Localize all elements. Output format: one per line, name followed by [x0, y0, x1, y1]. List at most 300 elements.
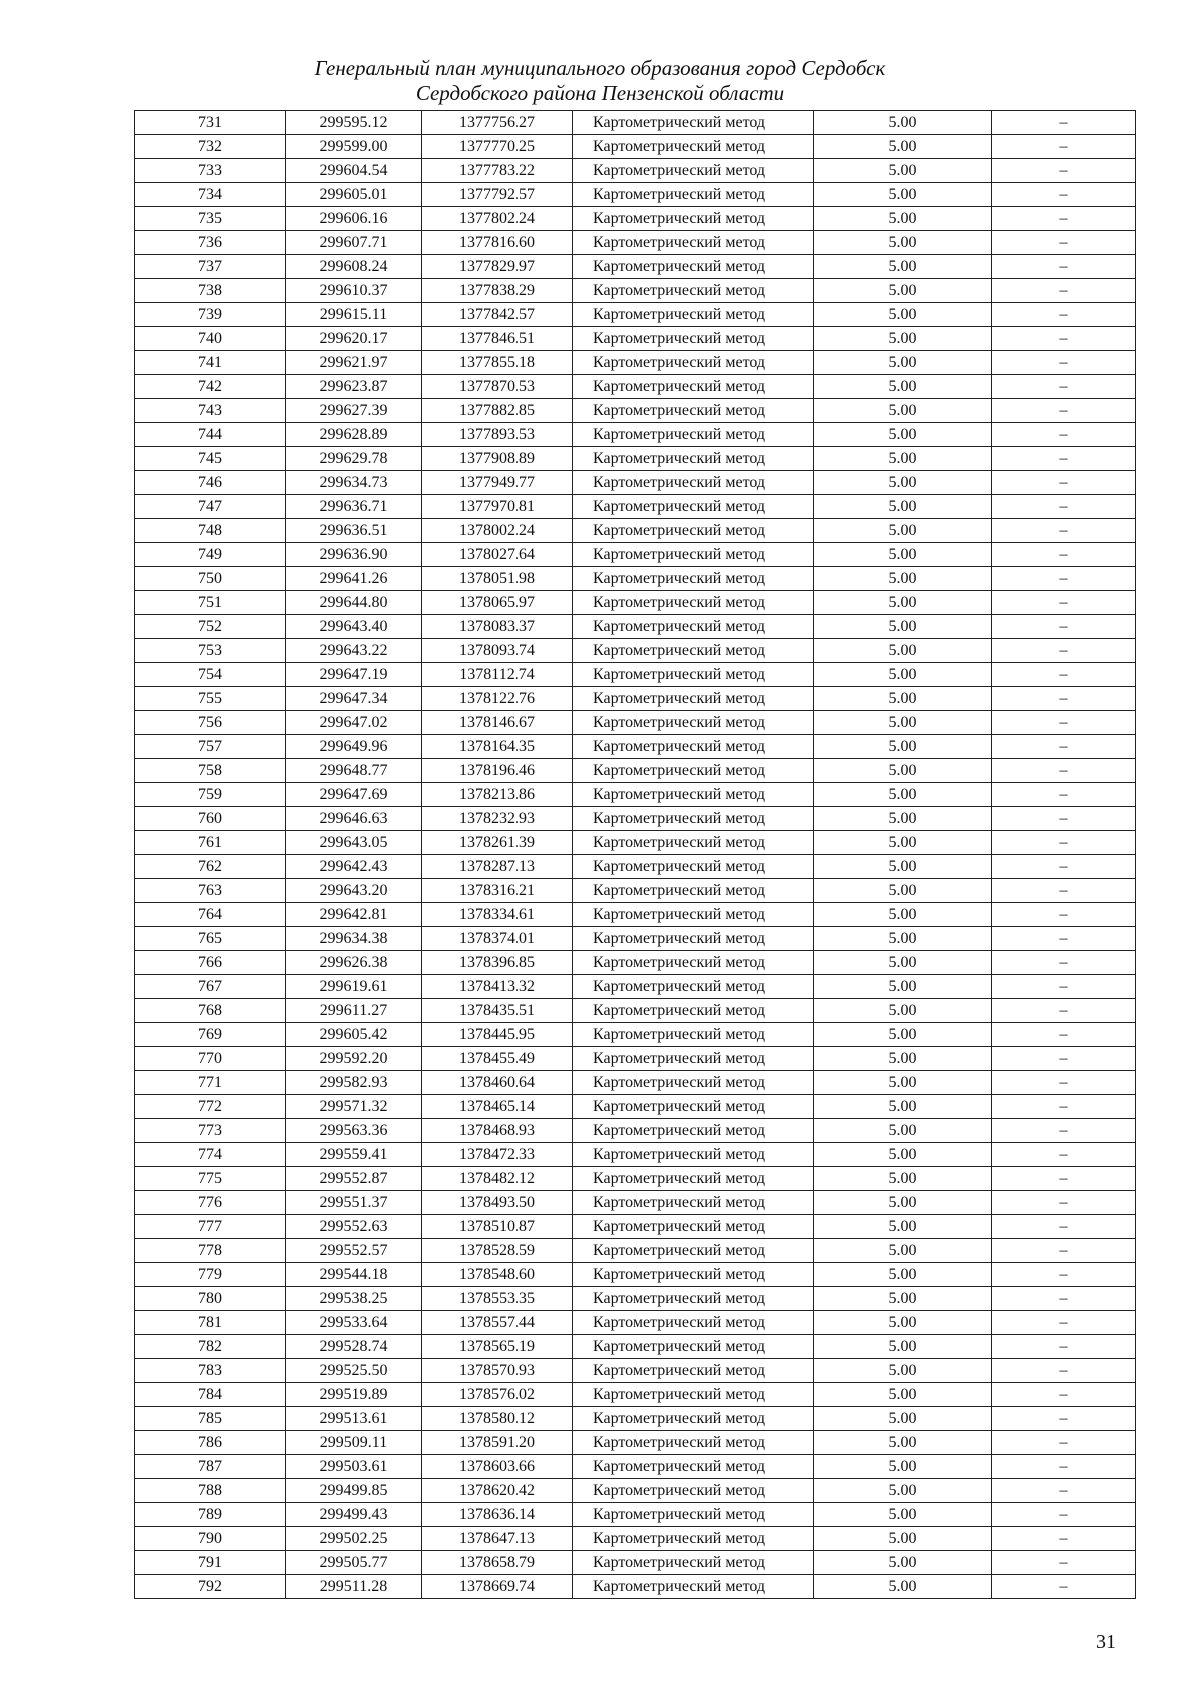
- accuracy-cell: 5.00: [814, 423, 992, 447]
- y-coordinate-cell: 1378669.74: [422, 1575, 573, 1599]
- x-coordinate-cell: 299552.63: [286, 1215, 422, 1239]
- table-row: [135, 1551, 1136, 1575]
- table-row: [135, 615, 1136, 639]
- method-cell: Картометрический метод: [573, 1575, 814, 1599]
- y-coordinate-cell: 1378445.95: [422, 1023, 573, 1047]
- y-coordinate-cell: 1377783.22: [422, 159, 573, 183]
- accuracy-cell: 5.00: [814, 1047, 992, 1071]
- note-cell: –: [992, 231, 1136, 255]
- point-number-cell: 789: [135, 1503, 286, 1527]
- x-coordinate-cell: 299636.51: [286, 519, 422, 543]
- header-line-1: Генеральный план муниципального образования город Сердобск: [314, 56, 886, 80]
- accuracy-cell: 5.00: [814, 1071, 992, 1095]
- x-coordinate-cell: 299647.69: [286, 783, 422, 807]
- accuracy-cell: 5.00: [814, 111, 992, 135]
- table-row: [135, 1359, 1136, 1383]
- table-row: [135, 279, 1136, 303]
- table-row: [135, 1239, 1136, 1263]
- table-row: [135, 231, 1136, 255]
- y-coordinate-cell: 1378460.64: [422, 1071, 573, 1095]
- note-cell: –: [992, 1407, 1136, 1431]
- table-row: [135, 375, 1136, 399]
- x-coordinate-cell: 299599.00: [286, 135, 422, 159]
- method-cell: Картометрический метод: [573, 1407, 814, 1431]
- method-cell: Картометрический метод: [573, 951, 814, 975]
- x-coordinate-cell: 299503.61: [286, 1455, 422, 1479]
- table-row: [135, 1431, 1136, 1455]
- table-row: [135, 735, 1136, 759]
- table-row: [135, 1503, 1136, 1527]
- y-coordinate-cell: 1377870.53: [422, 375, 573, 399]
- accuracy-cell: 5.00: [814, 615, 992, 639]
- table-row: [135, 1575, 1136, 1599]
- table-row: [135, 447, 1136, 471]
- method-cell: Картометрический метод: [573, 1383, 814, 1407]
- accuracy-cell: 5.00: [814, 183, 992, 207]
- accuracy-cell: 5.00: [814, 159, 992, 183]
- method-cell: Картометрический метод: [573, 783, 814, 807]
- note-cell: –: [992, 1023, 1136, 1047]
- note-cell: –: [992, 759, 1136, 783]
- method-cell: Картометрический метод: [573, 855, 814, 879]
- method-cell: Картометрический метод: [573, 1263, 814, 1287]
- x-coordinate-cell: 299551.37: [286, 1191, 422, 1215]
- x-coordinate-cell: 299620.17: [286, 327, 422, 351]
- method-cell: Картометрический метод: [573, 519, 814, 543]
- accuracy-cell: 5.00: [814, 1431, 992, 1455]
- note-cell: –: [992, 567, 1136, 591]
- accuracy-cell: 5.00: [814, 1359, 992, 1383]
- point-number-cell: 739: [135, 303, 286, 327]
- accuracy-cell: 5.00: [814, 1551, 992, 1575]
- x-coordinate-cell: 299628.89: [286, 423, 422, 447]
- y-coordinate-cell: 1378472.33: [422, 1143, 573, 1167]
- method-cell: Картометрический метод: [573, 207, 814, 231]
- x-coordinate-cell: 299505.77: [286, 1551, 422, 1575]
- accuracy-cell: 5.00: [814, 591, 992, 615]
- y-coordinate-cell: 1377842.57: [422, 303, 573, 327]
- point-number-cell: 768: [135, 999, 286, 1023]
- method-cell: Картометрический метод: [573, 1071, 814, 1095]
- x-coordinate-cell: 299610.37: [286, 279, 422, 303]
- note-cell: –: [992, 1455, 1136, 1479]
- note-cell: –: [992, 543, 1136, 567]
- x-coordinate-cell: 299499.85: [286, 1479, 422, 1503]
- method-cell: Картометрический метод: [573, 1503, 814, 1527]
- accuracy-cell: 5.00: [814, 1263, 992, 1287]
- accuracy-cell: 5.00: [814, 663, 992, 687]
- x-coordinate-cell: 299627.39: [286, 399, 422, 423]
- point-number-cell: 760: [135, 807, 286, 831]
- note-cell: –: [992, 807, 1136, 831]
- point-number-cell: 737: [135, 255, 286, 279]
- note-cell: –: [992, 1143, 1136, 1167]
- method-cell: Картометрический метод: [573, 327, 814, 351]
- table-row: [135, 975, 1136, 999]
- method-cell: Картометрический метод: [573, 255, 814, 279]
- point-number-cell: 786: [135, 1431, 286, 1455]
- y-coordinate-cell: 1378465.14: [422, 1095, 573, 1119]
- x-coordinate-cell: 299641.26: [286, 567, 422, 591]
- method-cell: Картометрический метод: [573, 279, 814, 303]
- y-coordinate-cell: 1377829.97: [422, 255, 573, 279]
- y-coordinate-cell: 1378548.60: [422, 1263, 573, 1287]
- point-number-cell: 773: [135, 1119, 286, 1143]
- table-row: [135, 1095, 1136, 1119]
- table-row: [135, 1479, 1136, 1503]
- table-row: [135, 1047, 1136, 1071]
- note-cell: –: [992, 1119, 1136, 1143]
- x-coordinate-cell: 299525.50: [286, 1359, 422, 1383]
- method-cell: Картометрический метод: [573, 471, 814, 495]
- accuracy-cell: 5.00: [814, 1287, 992, 1311]
- note-cell: –: [992, 423, 1136, 447]
- note-cell: –: [992, 927, 1136, 951]
- accuracy-cell: 5.00: [814, 471, 992, 495]
- y-coordinate-cell: 1377855.18: [422, 351, 573, 375]
- method-cell: Картометрический метод: [573, 663, 814, 687]
- point-number-cell: 741: [135, 351, 286, 375]
- accuracy-cell: 5.00: [814, 1191, 992, 1215]
- x-coordinate-cell: 299605.01: [286, 183, 422, 207]
- note-cell: –: [992, 1335, 1136, 1359]
- note-cell: –: [992, 1575, 1136, 1599]
- y-coordinate-cell: 1378591.20: [422, 1431, 573, 1455]
- point-number-cell: 755: [135, 687, 286, 711]
- table-row: [135, 711, 1136, 735]
- point-number-cell: 758: [135, 759, 286, 783]
- y-coordinate-cell: 1378027.64: [422, 543, 573, 567]
- accuracy-cell: 5.00: [814, 1503, 992, 1527]
- accuracy-cell: 5.00: [814, 1335, 992, 1359]
- y-coordinate-cell: 1377949.77: [422, 471, 573, 495]
- point-number-cell: 792: [135, 1575, 286, 1599]
- x-coordinate-cell: 299538.25: [286, 1287, 422, 1311]
- table-row: [135, 639, 1136, 663]
- method-cell: Картометрический метод: [573, 399, 814, 423]
- table-row: [135, 1455, 1136, 1479]
- point-number-cell: 762: [135, 855, 286, 879]
- table-row: [135, 399, 1136, 423]
- y-coordinate-cell: 1377802.24: [422, 207, 573, 231]
- x-coordinate-cell: 299592.20: [286, 1047, 422, 1071]
- x-coordinate-cell: 299647.19: [286, 663, 422, 687]
- note-cell: –: [992, 951, 1136, 975]
- table-row: [135, 1215, 1136, 1239]
- point-number-cell: 771: [135, 1071, 286, 1095]
- table-row: [135, 207, 1136, 231]
- table-row: [135, 543, 1136, 567]
- method-cell: Картометрический метод: [573, 111, 814, 135]
- x-coordinate-cell: 299605.42: [286, 1023, 422, 1047]
- method-cell: Картометрический метод: [573, 231, 814, 255]
- point-number-cell: 750: [135, 567, 286, 591]
- y-coordinate-cell: 1378455.49: [422, 1047, 573, 1071]
- method-cell: Картометрический метод: [573, 1191, 814, 1215]
- note-cell: –: [992, 471, 1136, 495]
- table-row: [135, 951, 1136, 975]
- note-cell: –: [992, 1527, 1136, 1551]
- accuracy-cell: 5.00: [814, 495, 992, 519]
- y-coordinate-cell: 1378316.21: [422, 879, 573, 903]
- table-row: [135, 807, 1136, 831]
- method-cell: Картометрический метод: [573, 543, 814, 567]
- point-number-cell: 754: [135, 663, 286, 687]
- note-cell: –: [992, 327, 1136, 351]
- y-coordinate-cell: 1378510.87: [422, 1215, 573, 1239]
- note-cell: –: [992, 1311, 1136, 1335]
- x-coordinate-cell: 299619.61: [286, 975, 422, 999]
- accuracy-cell: 5.00: [814, 903, 992, 927]
- table-row: [135, 591, 1136, 615]
- point-number-cell: 781: [135, 1311, 286, 1335]
- note-cell: –: [992, 591, 1136, 615]
- accuracy-cell: 5.00: [814, 447, 992, 471]
- table-row: [135, 111, 1136, 135]
- point-number-cell: 790: [135, 1527, 286, 1551]
- x-coordinate-cell: 299642.81: [286, 903, 422, 927]
- point-number-cell: 788: [135, 1479, 286, 1503]
- note-cell: –: [992, 1431, 1136, 1455]
- table-row: [135, 327, 1136, 351]
- table-row: [135, 927, 1136, 951]
- note-cell: –: [992, 855, 1136, 879]
- x-coordinate-cell: 299648.77: [286, 759, 422, 783]
- method-cell: Картометрический метод: [573, 1527, 814, 1551]
- point-number-cell: 744: [135, 423, 286, 447]
- point-number-cell: 732: [135, 135, 286, 159]
- table-row: [135, 495, 1136, 519]
- accuracy-cell: 5.00: [814, 711, 992, 735]
- note-cell: –: [992, 831, 1136, 855]
- note-cell: –: [992, 1215, 1136, 1239]
- x-coordinate-cell: 299563.36: [286, 1119, 422, 1143]
- accuracy-cell: 5.00: [814, 951, 992, 975]
- method-cell: Картометрический метод: [573, 687, 814, 711]
- table-row: [135, 1407, 1136, 1431]
- page-number: 31: [1096, 1631, 1116, 1653]
- x-coordinate-cell: 299499.43: [286, 1503, 422, 1527]
- table-row: [135, 999, 1136, 1023]
- method-cell: Картометрический метод: [573, 615, 814, 639]
- y-coordinate-cell: 1377908.89: [422, 447, 573, 471]
- method-cell: Картометрический метод: [573, 447, 814, 471]
- x-coordinate-cell: 299634.73: [286, 471, 422, 495]
- method-cell: Картометрический метод: [573, 975, 814, 999]
- note-cell: –: [992, 1551, 1136, 1575]
- method-cell: Картометрический метод: [573, 759, 814, 783]
- table-row: [135, 567, 1136, 591]
- note-cell: –: [992, 255, 1136, 279]
- accuracy-cell: 5.00: [814, 207, 992, 231]
- point-number-cell: 759: [135, 783, 286, 807]
- point-number-cell: 757: [135, 735, 286, 759]
- method-cell: Картометрический метод: [573, 1239, 814, 1263]
- x-coordinate-cell: 299559.41: [286, 1143, 422, 1167]
- method-cell: Картометрический метод: [573, 1551, 814, 1575]
- y-coordinate-cell: 1378576.02: [422, 1383, 573, 1407]
- accuracy-cell: 5.00: [814, 1575, 992, 1599]
- table-row: [135, 831, 1136, 855]
- accuracy-cell: 5.00: [814, 135, 992, 159]
- method-cell: Картометрический метод: [573, 1311, 814, 1335]
- method-cell: Картометрический метод: [573, 999, 814, 1023]
- y-coordinate-cell: 1377756.27: [422, 111, 573, 135]
- y-coordinate-cell: 1378374.01: [422, 927, 573, 951]
- table-row: [135, 1191, 1136, 1215]
- method-cell: Картометрический метод: [573, 351, 814, 375]
- table-row: [135, 423, 1136, 447]
- x-coordinate-cell: 299642.43: [286, 855, 422, 879]
- note-cell: –: [992, 879, 1136, 903]
- accuracy-cell: 5.00: [814, 1095, 992, 1119]
- x-coordinate-cell: 299552.57: [286, 1239, 422, 1263]
- x-coordinate-cell: 299528.74: [286, 1335, 422, 1359]
- y-coordinate-cell: 1378493.50: [422, 1191, 573, 1215]
- point-number-cell: 735: [135, 207, 286, 231]
- x-coordinate-cell: 299607.71: [286, 231, 422, 255]
- point-number-cell: 763: [135, 879, 286, 903]
- y-coordinate-cell: 1378557.44: [422, 1311, 573, 1335]
- table-row: [135, 1527, 1136, 1551]
- x-coordinate-cell: 299629.78: [286, 447, 422, 471]
- accuracy-cell: 5.00: [814, 279, 992, 303]
- method-cell: Картометрический метод: [573, 1215, 814, 1239]
- y-coordinate-cell: 1378083.37: [422, 615, 573, 639]
- method-cell: Картометрический метод: [573, 639, 814, 663]
- accuracy-cell: 5.00: [814, 567, 992, 591]
- note-cell: –: [992, 1263, 1136, 1287]
- y-coordinate-cell: 1378002.24: [422, 519, 573, 543]
- accuracy-cell: 5.00: [814, 399, 992, 423]
- note-cell: –: [992, 1191, 1136, 1215]
- accuracy-cell: 5.00: [814, 759, 992, 783]
- table-row: [135, 1335, 1136, 1359]
- point-number-cell: 779: [135, 1263, 286, 1287]
- method-cell: Картометрический метод: [573, 135, 814, 159]
- method-cell: Картометрический метод: [573, 1095, 814, 1119]
- x-coordinate-cell: 299643.20: [286, 879, 422, 903]
- y-coordinate-cell: 1378213.86: [422, 783, 573, 807]
- x-coordinate-cell: 299595.12: [286, 111, 422, 135]
- point-number-cell: 751: [135, 591, 286, 615]
- table-row: [135, 1119, 1136, 1143]
- x-coordinate-cell: 299647.02: [286, 711, 422, 735]
- note-cell: –: [992, 495, 1136, 519]
- x-coordinate-cell: 299636.90: [286, 543, 422, 567]
- method-cell: Картометрический метод: [573, 1359, 814, 1383]
- method-cell: Картометрический метод: [573, 1455, 814, 1479]
- point-number-cell: 742: [135, 375, 286, 399]
- y-coordinate-cell: 1378051.98: [422, 567, 573, 591]
- point-number-cell: 783: [135, 1359, 286, 1383]
- accuracy-cell: 5.00: [814, 1383, 992, 1407]
- x-coordinate-cell: 299623.87: [286, 375, 422, 399]
- method-cell: Картометрический метод: [573, 375, 814, 399]
- note-cell: –: [992, 1359, 1136, 1383]
- x-coordinate-cell: 299511.28: [286, 1575, 422, 1599]
- point-number-cell: 787: [135, 1455, 286, 1479]
- accuracy-cell: 5.00: [814, 303, 992, 327]
- point-number-cell: 766: [135, 951, 286, 975]
- point-number-cell: 753: [135, 639, 286, 663]
- accuracy-cell: 5.00: [814, 1239, 992, 1263]
- note-cell: –: [992, 303, 1136, 327]
- y-coordinate-cell: 1378553.35: [422, 1287, 573, 1311]
- point-number-cell: 743: [135, 399, 286, 423]
- y-coordinate-cell: 1378396.85: [422, 951, 573, 975]
- method-cell: Картометрический метод: [573, 1287, 814, 1311]
- note-cell: –: [992, 375, 1136, 399]
- y-coordinate-cell: 1378603.66: [422, 1455, 573, 1479]
- method-cell: Картометрический метод: [573, 1479, 814, 1503]
- table-row: [135, 1287, 1136, 1311]
- method-cell: Картометрический метод: [573, 711, 814, 735]
- accuracy-cell: 5.00: [814, 807, 992, 831]
- y-coordinate-cell: 1378122.76: [422, 687, 573, 711]
- method-cell: Картометрический метод: [573, 903, 814, 927]
- accuracy-cell: 5.00: [814, 1455, 992, 1479]
- y-coordinate-cell: 1378647.13: [422, 1527, 573, 1551]
- accuracy-cell: 5.00: [814, 639, 992, 663]
- x-coordinate-cell: 299519.89: [286, 1383, 422, 1407]
- accuracy-cell: 5.00: [814, 327, 992, 351]
- x-coordinate-cell: 299621.97: [286, 351, 422, 375]
- y-coordinate-cell: 1378468.93: [422, 1119, 573, 1143]
- note-cell: –: [992, 615, 1136, 639]
- note-cell: –: [992, 975, 1136, 999]
- point-number-cell: 746: [135, 471, 286, 495]
- x-coordinate-cell: 299571.32: [286, 1095, 422, 1119]
- table-row: [135, 1023, 1136, 1047]
- x-coordinate-cell: 299513.61: [286, 1407, 422, 1431]
- point-number-cell: 791: [135, 1551, 286, 1575]
- x-coordinate-cell: 299643.40: [286, 615, 422, 639]
- accuracy-cell: 5.00: [814, 1215, 992, 1239]
- accuracy-cell: 5.00: [814, 1119, 992, 1143]
- x-coordinate-cell: 299604.54: [286, 159, 422, 183]
- accuracy-cell: 5.00: [814, 687, 992, 711]
- point-number-cell: 767: [135, 975, 286, 999]
- method-cell: Картометрический метод: [573, 591, 814, 615]
- y-coordinate-cell: 1378112.74: [422, 663, 573, 687]
- method-cell: Картометрический метод: [573, 1167, 814, 1191]
- point-number-cell: 738: [135, 279, 286, 303]
- y-coordinate-cell: 1377792.57: [422, 183, 573, 207]
- point-number-cell: 752: [135, 615, 286, 639]
- y-coordinate-cell: 1377882.85: [422, 399, 573, 423]
- point-number-cell: 784: [135, 1383, 286, 1407]
- x-coordinate-cell: 299611.27: [286, 999, 422, 1023]
- method-cell: Картометрический метод: [573, 1047, 814, 1071]
- note-cell: –: [992, 447, 1136, 471]
- y-coordinate-cell: 1378287.13: [422, 855, 573, 879]
- method-cell: Картометрический метод: [573, 1335, 814, 1359]
- accuracy-cell: 5.00: [814, 1143, 992, 1167]
- note-cell: –: [992, 1047, 1136, 1071]
- note-cell: –: [992, 903, 1136, 927]
- point-number-cell: 769: [135, 1023, 286, 1047]
- x-coordinate-cell: 299636.71: [286, 495, 422, 519]
- accuracy-cell: 5.00: [814, 975, 992, 999]
- y-coordinate-cell: 1378658.79: [422, 1551, 573, 1575]
- note-cell: –: [992, 783, 1136, 807]
- method-cell: Картометрический метод: [573, 1431, 814, 1455]
- accuracy-cell: 5.00: [814, 927, 992, 951]
- method-cell: Картометрический метод: [573, 567, 814, 591]
- note-cell: –: [992, 639, 1136, 663]
- note-cell: –: [992, 1287, 1136, 1311]
